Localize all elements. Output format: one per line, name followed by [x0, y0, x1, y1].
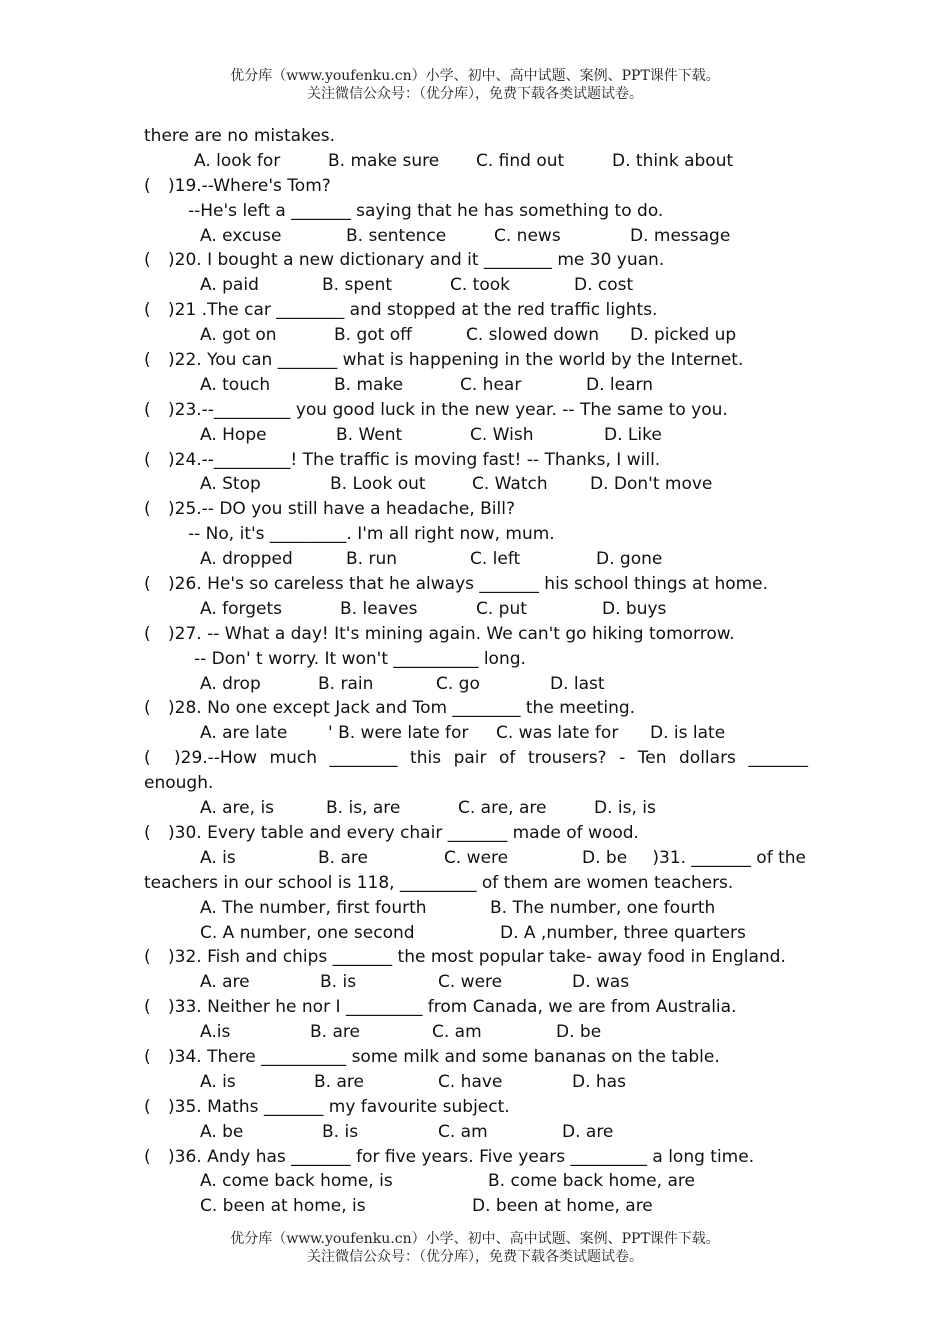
option-a: A. The number, first fourth	[200, 897, 427, 918]
option-c: C. Wish	[470, 424, 534, 445]
option-c: C. am	[438, 1121, 488, 1142]
question-28-options	[144, 721, 808, 746]
answer-paren: (	[144, 1046, 151, 1067]
option-b: B. Went	[336, 424, 403, 445]
question-27	[144, 622, 808, 647]
option-a: A. touch	[200, 374, 271, 395]
answer-paren: (	[144, 822, 151, 843]
question-33	[144, 995, 808, 1020]
question-stem: )24.--_________! The traffic is moving fast! -- Thanks, I will.	[168, 449, 661, 470]
question-26-options	[144, 597, 808, 622]
option-c: C. took	[450, 275, 510, 296]
question-22-options	[144, 373, 808, 398]
option-b: B. are	[310, 1022, 360, 1043]
question-36-options-row-1	[144, 1169, 808, 1194]
option-a: A. are late	[200, 723, 288, 744]
question-29-options	[144, 796, 808, 821]
option-a: A. forgets	[200, 598, 282, 619]
option-a: A. got on	[200, 325, 277, 346]
question-22	[144, 348, 808, 373]
option-b: B. make	[334, 374, 404, 395]
option-b: B. sentence	[346, 225, 447, 246]
header-line-1: 优分库（www.youfenku.cn）小学、初中、高中试题、案例、PPT课件下载。	[230, 68, 720, 84]
option-d: D. last	[550, 673, 605, 694]
question-stem: )34. There __________ some milk and some bananas on the table.	[168, 1046, 720, 1067]
page-header	[0, 67, 950, 103]
answer-paren: (	[144, 399, 151, 420]
question-26	[144, 572, 808, 597]
header-line-2: 关注微信公众号：（优分库），免费下载各类试题试卷。	[307, 86, 643, 102]
question-24	[144, 448, 808, 473]
option-d: D. Like	[604, 424, 662, 445]
question-24-options	[144, 472, 808, 497]
question-stem: )28. No one except Jack and Tom ________ the meeting.	[168, 698, 636, 719]
question-31-line-2: teachers in our school is 118, _________ of them are women teachers.	[144, 872, 734, 893]
option-b: B. run	[346, 549, 398, 570]
option-d: D. gone	[596, 549, 663, 570]
option-b: B. are	[318, 847, 368, 868]
question-27-options	[144, 672, 808, 697]
question-list	[144, 124, 808, 1219]
answer-paren: (	[144, 698, 151, 719]
question-30	[144, 821, 808, 846]
answer-paren: (	[144, 997, 151, 1018]
option-d: D. Don't move	[590, 474, 713, 495]
question-28	[144, 696, 808, 721]
option-a: A. come back home, is	[200, 1171, 393, 1192]
answer-paren: (	[144, 623, 151, 644]
question-20	[144, 248, 808, 273]
question-25-line-2: -- No, it's _________. I'm all right now, mum.	[188, 524, 555, 545]
question-27-line-2: -- Don' t worry. It won't __________ long.	[194, 648, 526, 669]
question-25-options	[144, 547, 808, 572]
question-29-tail: enough.	[144, 773, 214, 794]
question-31-options-row-1	[144, 896, 808, 921]
option-a: A. is	[200, 847, 236, 868]
option-c: C. go	[436, 673, 480, 694]
option-d: D. think about	[612, 150, 734, 171]
question-35-options	[144, 1120, 808, 1145]
option-b: B. rain	[318, 673, 374, 694]
answer-paren: (	[144, 175, 151, 196]
option-a: A. be	[200, 1121, 244, 1142]
option-c: C. news	[494, 225, 561, 246]
option-b: B. is	[320, 972, 357, 993]
footer-line-2: 关注微信公众号：（优分库），免费下载各类试题试卷。	[307, 1249, 643, 1265]
option-a: A. paid	[200, 275, 259, 296]
option-c: C. A number, one second	[200, 922, 415, 943]
question-36	[144, 1145, 808, 1170]
question-18-tail: there are no mistakes.	[144, 126, 336, 146]
option-b: ' B. were late for	[328, 723, 469, 744]
question-stem: )26. He's so careless that he always _______ his school things at home.	[168, 574, 769, 595]
option-c: C. were	[444, 847, 509, 868]
option-d: D. be	[556, 1022, 602, 1043]
option-a: A. Hope	[200, 424, 267, 445]
option-b: B. is, are	[326, 798, 401, 819]
option-d: D. message	[630, 225, 731, 246]
answer-paren: (	[144, 947, 151, 968]
question-20-options	[144, 273, 808, 298]
option-d: D. was	[572, 972, 630, 993]
option-b: B. is	[322, 1121, 359, 1142]
option-d: D. cost	[574, 275, 634, 296]
question-29	[144, 746, 808, 771]
option-d: D. be	[582, 847, 628, 868]
question-30-options	[144, 846, 808, 871]
question-19-options	[144, 224, 808, 249]
question-35	[144, 1095, 808, 1120]
option-b: B. leaves	[340, 598, 418, 619]
question-stem: )22. You can _______ what is happening in the world by the Internet.	[168, 350, 744, 371]
question-stem: )35. Maths _______ my favourite subject.	[168, 1096, 510, 1117]
option-a: A. drop	[200, 673, 261, 694]
option-c: C. slowed down	[466, 325, 600, 346]
question-32-options	[144, 970, 808, 995]
option-b: B. are	[314, 1071, 364, 1092]
question-23	[144, 398, 808, 423]
option-b: B. spent	[322, 275, 393, 296]
question-31-stem: )31. _______ of the	[652, 847, 806, 868]
page-footer	[0, 1230, 950, 1266]
option-b: B. Look out	[330, 474, 426, 495]
answer-paren: (	[144, 300, 151, 321]
option-d: D. A ,number, three quarters	[500, 922, 746, 943]
footer-line-1: 优分库（www.youfenku.cn）小学、初中、高中试题、案例、PPT课件下载。	[230, 1231, 720, 1247]
question-stem: )23.--_________ you good luck in the new year. -- The same to you.	[168, 399, 728, 420]
option-c: C. left	[470, 549, 521, 570]
question-19	[144, 174, 808, 199]
answer-paren: (	[144, 449, 151, 470]
question-23-options	[144, 423, 808, 448]
option-b: B. make sure	[328, 150, 440, 171]
answer-paren: (	[144, 574, 151, 595]
answer-paren: (	[144, 350, 151, 371]
option-c: C. put	[476, 598, 527, 619]
option-c: C. hear	[460, 374, 522, 395]
question-34	[144, 1045, 808, 1070]
question-21	[144, 298, 808, 323]
answer-paren: (	[144, 1146, 151, 1167]
question-36-options-row-2	[144, 1194, 808, 1219]
question-stem: )29.--How much ________ this pair of trousers? - Ten dollars _______	[174, 748, 808, 769]
option-b: B. come back home, are	[488, 1171, 695, 1192]
option-c: C. am	[432, 1022, 482, 1043]
option-d: D. picked up	[630, 325, 737, 346]
answer-paren: (	[144, 748, 151, 769]
answer-paren: (	[144, 499, 151, 520]
question-19-line-2: --He's left a _______ saying that he has something to do.	[188, 200, 664, 221]
option-a: A. is	[200, 1071, 236, 1092]
option-a: A. dropped	[200, 549, 293, 570]
question-stem: )30. Every table and every chair _______ made of wood.	[168, 822, 639, 843]
question-stem: )21 .The car ________ and stopped at the red traffic lights.	[168, 300, 658, 321]
question-31-options-row-2	[144, 921, 808, 946]
answer-paren: (	[144, 1096, 151, 1117]
question-34-options	[144, 1070, 808, 1095]
option-c: C. were	[438, 972, 503, 993]
question-32	[144, 945, 808, 970]
option-d: D. are	[562, 1121, 614, 1142]
option-d: D. learn	[586, 374, 653, 395]
question-33-options	[144, 1020, 808, 1045]
question-stem: )36. Andy has _______ for five years. Five years _________ a long time.	[168, 1146, 755, 1167]
option-a: A. look for	[194, 150, 281, 171]
question-stem: )20. I bought a new dictionary and it ________ me 30 yuan.	[168, 250, 665, 271]
answer-paren: (	[144, 250, 151, 271]
option-d: D. is late	[650, 723, 726, 744]
question-stem: )32. Fish and chips _______ the most popular take- away food in England.	[168, 947, 786, 968]
option-c: C. are, are	[458, 798, 547, 819]
option-a: A. excuse	[200, 225, 282, 246]
option-c: C. have	[438, 1071, 503, 1092]
option-d: D. been at home, are	[472, 1196, 653, 1217]
option-b: B. got off	[334, 325, 412, 346]
option-a: A. are	[200, 972, 250, 993]
option-c: C. find out	[476, 150, 565, 171]
option-c: C. was late for	[496, 723, 619, 744]
question-stem: )19.--Where's Tom?	[168, 175, 331, 196]
option-a: A.is	[200, 1022, 231, 1043]
option-c: C. Watch	[472, 474, 548, 495]
question-stem: )33. Neither he nor I _________ from Canada, we are from Australia.	[168, 997, 737, 1018]
option-d: D. has	[572, 1071, 626, 1092]
question-stem: )27. -- What a day! It's mining again. We can't go hiking tomorrow.	[168, 623, 735, 644]
option-b: B. The number, one fourth	[490, 897, 716, 918]
question-25	[144, 497, 808, 522]
option-c: C. been at home, is	[200, 1196, 366, 1217]
option-a: A. are, is	[200, 798, 275, 819]
question-stem: )25.-- DO you still have a headache, Bill?	[168, 499, 515, 520]
question-21-options	[144, 323, 808, 348]
option-a: A. Stop	[200, 474, 261, 495]
option-d: D. is, is	[594, 798, 656, 819]
question-18-options	[144, 149, 808, 174]
option-d: D. buys	[602, 598, 667, 619]
